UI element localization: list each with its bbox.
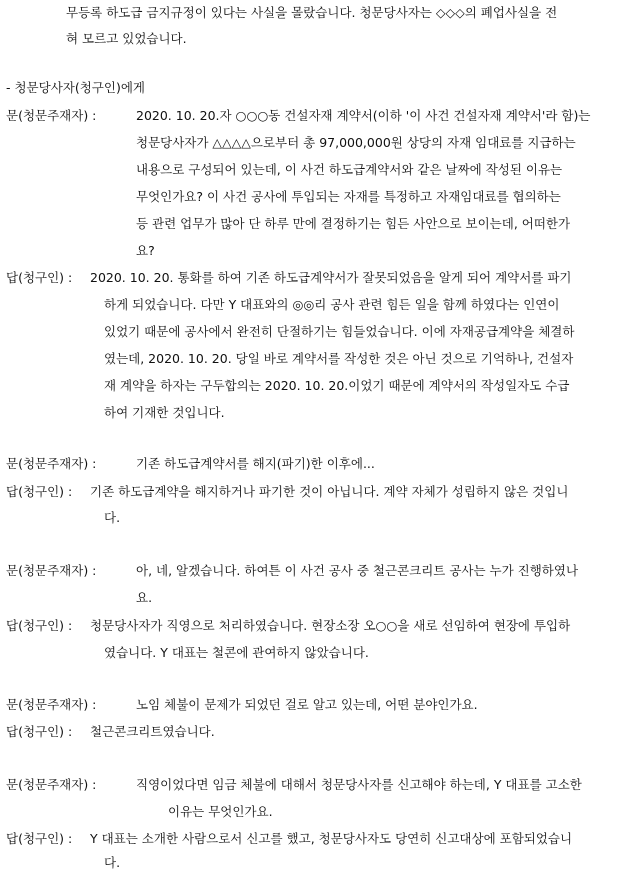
- text-line: 2020. 10. 20.자 ○○○동 건설자재 계약서(이하 '이 사건 건설자재 계약서'라 함)는: [136, 108, 591, 123]
- speaker-label: 답(청구인) :: [6, 618, 73, 633]
- text-line: 등 관련 업무가 많아 단 하루 만에 결정하기는 힘든 사안으로 보이는데, 어떠한가: [136, 216, 571, 231]
- speaker-label: 문(청문주재자) :: [6, 563, 97, 578]
- text-line: 요.: [136, 590, 153, 605]
- text-line: 였는데, 2020. 10. 20. 당일 바로 계약서를 작성한 것은 아닌 것으로 기억하나, 건설자: [104, 351, 574, 366]
- text-line: 기존 하도급계약서를 해지(파기)한 이후에...: [136, 456, 375, 471]
- speaker-label: 문(청문주재자) :: [6, 108, 97, 123]
- section-heading: - 청문당사자(청구인)에게: [6, 80, 145, 95]
- text-line: 2020. 10. 20. 통화를 하여 기존 하도급계약서가 잘못되었음을 알게 되어 계약서를 파기: [90, 270, 572, 285]
- intro-line: 혀 모르고 있었습니다.: [66, 31, 187, 46]
- speaker-label: 답(청구인) :: [6, 724, 73, 739]
- text-line: 청문당사자가 △△△△으로부터 총 97,000,000원 상당의 자재 임대료를 지급하는: [136, 135, 576, 150]
- text-line: 무엇인가요? 이 사건 공사에 투입되는 자재를 특정하고 자재임대료를 협의하는: [136, 189, 561, 204]
- speaker-label: 문(청문주재자) :: [6, 697, 97, 712]
- text-line: 재 계약을 하자는 구두합의는 2020. 10. 20.이었기 때문에 계약서의 작성일자도 수급: [104, 378, 570, 393]
- text-line: 하여 기재한 것입니다.: [104, 405, 225, 420]
- text-line: 청문당사자가 직영으로 처리하였습니다. 현장소장 오○○을 새로 선임하여 현장에 투입하: [90, 618, 571, 633]
- text-line: 다.: [104, 855, 121, 870]
- text-line: 이유는 무엇인가요.: [168, 804, 273, 819]
- text-line: 노임 체불이 문제가 되었던 걸로 알고 있는데, 어떤 분야인가요.: [136, 697, 478, 712]
- intro-line: 무등록 하도급 금지규정이 있다는 사실을 몰랐습니다. 청문당사자는 ◇◇◇의 폐업사실을 전: [66, 5, 558, 20]
- speaker-label: 답(청구인) :: [6, 270, 73, 285]
- speaker-label: 문(청문주재자) :: [6, 777, 97, 792]
- text-line: 요?: [136, 243, 155, 258]
- text-line: 였습니다. Y 대표는 철콘에 관여하지 않았습니다.: [104, 645, 369, 660]
- text-line: Y 대표는 소개한 사람으로서 신고를 했고, 청문당사자도 당연히 신고대상에 포함되었습니: [90, 831, 573, 846]
- speaker-label: 답(청구인) :: [6, 484, 73, 499]
- text-line: 있었기 때문에 공사에서 완전히 단절하기는 힘들었습니다. 이에 자재공급계약을 체결하: [104, 324, 575, 339]
- speaker-label: 문(청문주재자) :: [6, 456, 97, 471]
- text-line: 직영이었다면 임금 체불에 대해서 청문당사자를 신고해야 하는데, Y 대표를 고소한: [136, 777, 582, 792]
- text-line: 아, 네, 알겠습니다. 하여튼 이 사건 공사 중 철근콘크리트 공사는 누가 진행하였나: [136, 563, 579, 578]
- text-line: 기존 하도급계약을 해지하거나 파기한 것이 아닙니다. 계약 자체가 성립하지 않은 것입니: [90, 484, 569, 499]
- speaker-label: 답(청구인) :: [6, 831, 73, 846]
- text-line: 하게 되었습니다. 다만 Y 대표와의 ◎◎리 공사 관련 힘든 일을 함께 하였다는 인연이: [104, 297, 560, 312]
- text-line: 내용으로 구성되어 있는데, 이 사건 하도급계약서와 같은 날짜에 작성된 이유는: [136, 162, 563, 177]
- text-line: 다.: [104, 510, 121, 525]
- text-line: 철근콘크리트였습니다.: [90, 724, 215, 739]
